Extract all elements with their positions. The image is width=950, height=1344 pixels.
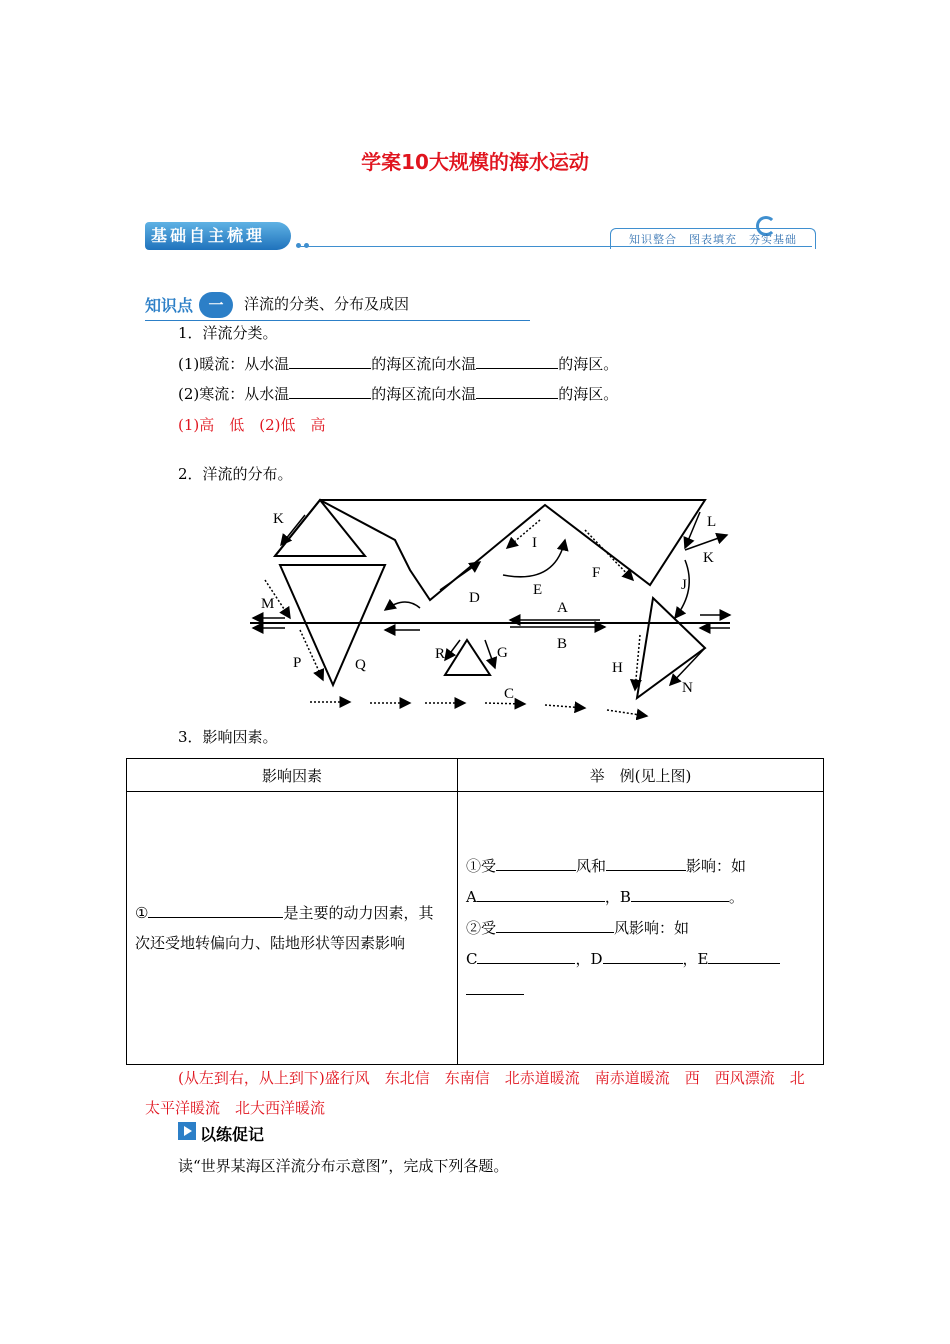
blank[interactable] xyxy=(603,949,683,964)
practice-heading: 以练促记 xyxy=(200,1125,265,1144)
knowledge-point-label: 知识点 xyxy=(145,296,194,315)
blank[interactable] xyxy=(466,980,524,995)
question-line-1: (1)暖流：从水温 的海区流向水温 的海区。 xyxy=(178,355,619,373)
label-i: I xyxy=(532,535,537,551)
practice-instruction: 读“世界某海区洋流分布示意图”，完成下列各题。 xyxy=(178,1157,509,1175)
current-arrow-g xyxy=(485,640,495,668)
label-h: H xyxy=(612,660,623,676)
blank[interactable] xyxy=(289,384,371,399)
label-m: M xyxy=(261,596,275,612)
knowledge-point-title: 洋流的分类、分布及成因 xyxy=(244,295,410,313)
table-cell-factors: ① 是主要的动力因素，其 次还受地转偏向力、陆地形状等因素影响 xyxy=(127,792,458,1065)
blank[interactable] xyxy=(477,949,575,964)
play-icon xyxy=(178,1122,196,1140)
label-j: J xyxy=(681,577,687,593)
label-k: K xyxy=(273,511,284,527)
label-g: G xyxy=(497,645,508,661)
blank[interactable] xyxy=(477,887,605,902)
current-arrow-c4 xyxy=(485,703,525,704)
current-arrow-k xyxy=(281,515,305,545)
factors-table xyxy=(126,758,824,1065)
ocean-current-diagram xyxy=(245,490,740,720)
current-arrow-loop xyxy=(385,602,420,610)
label-l: L xyxy=(707,514,717,530)
knowledge-point-rule xyxy=(145,320,530,321)
blank[interactable] xyxy=(148,903,283,918)
label-e: E xyxy=(533,582,543,598)
blank[interactable] xyxy=(476,354,558,369)
label-f: F xyxy=(592,565,601,581)
label-d: D xyxy=(469,590,480,606)
section-banner-basic: 基础自主梳理 xyxy=(145,222,291,250)
answer-1: (1)高 低 (2)低 高 xyxy=(178,416,326,434)
page-title: 学案10大规模的海水运动 xyxy=(361,150,589,174)
current-arrow-k2 xyxy=(685,535,727,550)
current-arrow-c5 xyxy=(545,705,585,708)
blank[interactable] xyxy=(496,918,614,933)
current-arrow-d xyxy=(440,562,480,590)
blank[interactable] xyxy=(631,887,729,902)
label-n: N xyxy=(682,680,693,696)
label-b: B xyxy=(557,636,568,652)
label-q: Q xyxy=(355,657,366,673)
blank[interactable] xyxy=(289,354,371,369)
current-arrow-l xyxy=(685,512,700,548)
blank[interactable] xyxy=(496,856,576,871)
section1-heading: 1．洋流分类。 xyxy=(178,324,278,342)
landmass-triangle-small xyxy=(445,640,490,675)
label-k2: K xyxy=(703,550,714,566)
section2-heading: 2．洋流的分布。 xyxy=(178,465,293,483)
blank[interactable] xyxy=(708,949,780,964)
current-arrow-r xyxy=(445,640,460,660)
continent-outline xyxy=(275,500,705,600)
current-arrow-c6 xyxy=(607,710,647,716)
section3-heading: 3．影响因素。 xyxy=(178,728,278,746)
question-line-2: (2)寒流：从水温 的海区流向水温 的海区。 xyxy=(178,385,619,403)
banner-dots xyxy=(296,234,316,240)
blank[interactable] xyxy=(606,856,686,871)
table-cell-examples: ①受 风和 影响：如 A ，B 。 ②受 风影响：如 C ，D ，E xyxy=(458,792,824,1065)
label-c: C xyxy=(504,686,515,702)
table-header-factors: 影响因素 xyxy=(127,759,458,792)
label-p: P xyxy=(293,655,302,671)
landmass-triangle-k xyxy=(275,500,365,556)
label-a: A xyxy=(557,600,568,616)
banner-tags: 知识整合 图表填充 夯实基础 xyxy=(610,228,816,249)
answer-2: (从左到右，从上到下)盛行风 东北信 东南信 北赤道暖流 南赤道暖流 西 西风漂流 北太平洋暖流 北大西洋暖流 xyxy=(145,1069,805,1117)
table-header-examples: 举 例(见上图) xyxy=(458,759,824,792)
blank[interactable] xyxy=(476,384,558,399)
label-r: R xyxy=(435,646,446,662)
knowledge-point-number: 一 xyxy=(199,292,233,318)
